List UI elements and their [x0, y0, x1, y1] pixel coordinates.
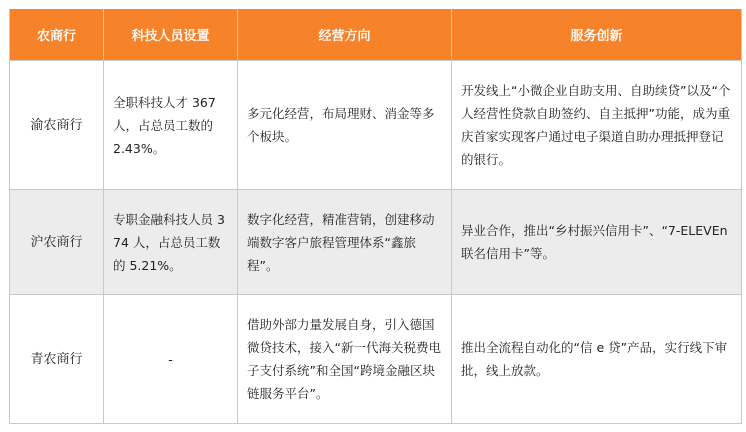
cell-bank: 沪农商行 — [10, 190, 104, 295]
table-row — [10, 190, 742, 295]
cell-service-innovation: 推出全流程自动化的“信 e 贷”产品，实行线下审批，线上放款。 — [452, 295, 742, 424]
bank-comparison-table — [9, 9, 742, 424]
cell-bank: 渝农商行 — [10, 61, 104, 190]
cell-business-direction: 数字化经营，精准营销，创建移动端数字客户旅程管理体系“鑫旅程”。 — [238, 190, 452, 295]
cell-service-innovation: 异业合作，推出“乡村振兴信用卡”、“7-ELEVEn 联名信用卡”等。 — [452, 190, 742, 295]
cell-tech-staff: 专职金融科技人员 374 人，占总员工数的 5.21%。 — [104, 190, 238, 295]
header-bank: 农商行 — [10, 9, 104, 61]
comparison-table-container — [9, 9, 741, 424]
table-row — [10, 61, 742, 190]
cell-business-direction: 借助外部力量发展自身，引入德国微贷技术，接入“新一代海关税费电子支付系统”和全国“跨境金融区块链服务平台”。 — [238, 295, 452, 424]
cell-service-innovation: 开发线上“小微企业自助支用、自助续贷”以及“个人经营性贷款自助签约、自主抵押”功能，成为重庆首家实现客户通过电子渠道自助办理抵押登记的银行。 — [452, 61, 742, 190]
table-header-row — [10, 9, 742, 61]
cell-tech-staff: 全职科技人才 367 人，占总员工数的 2.43%。 — [104, 61, 238, 190]
cell-business-direction: 多元化经营，布局理财、消金等多个板块。 — [238, 61, 452, 190]
table-row — [10, 295, 742, 424]
header-service-innovation: 服务创新 — [452, 9, 742, 61]
cell-tech-staff: - — [104, 295, 238, 424]
cell-bank: 青农商行 — [10, 295, 104, 424]
header-business-direction: 经营方向 — [238, 9, 452, 61]
header-tech-staff: 科技人员设置 — [104, 9, 238, 61]
